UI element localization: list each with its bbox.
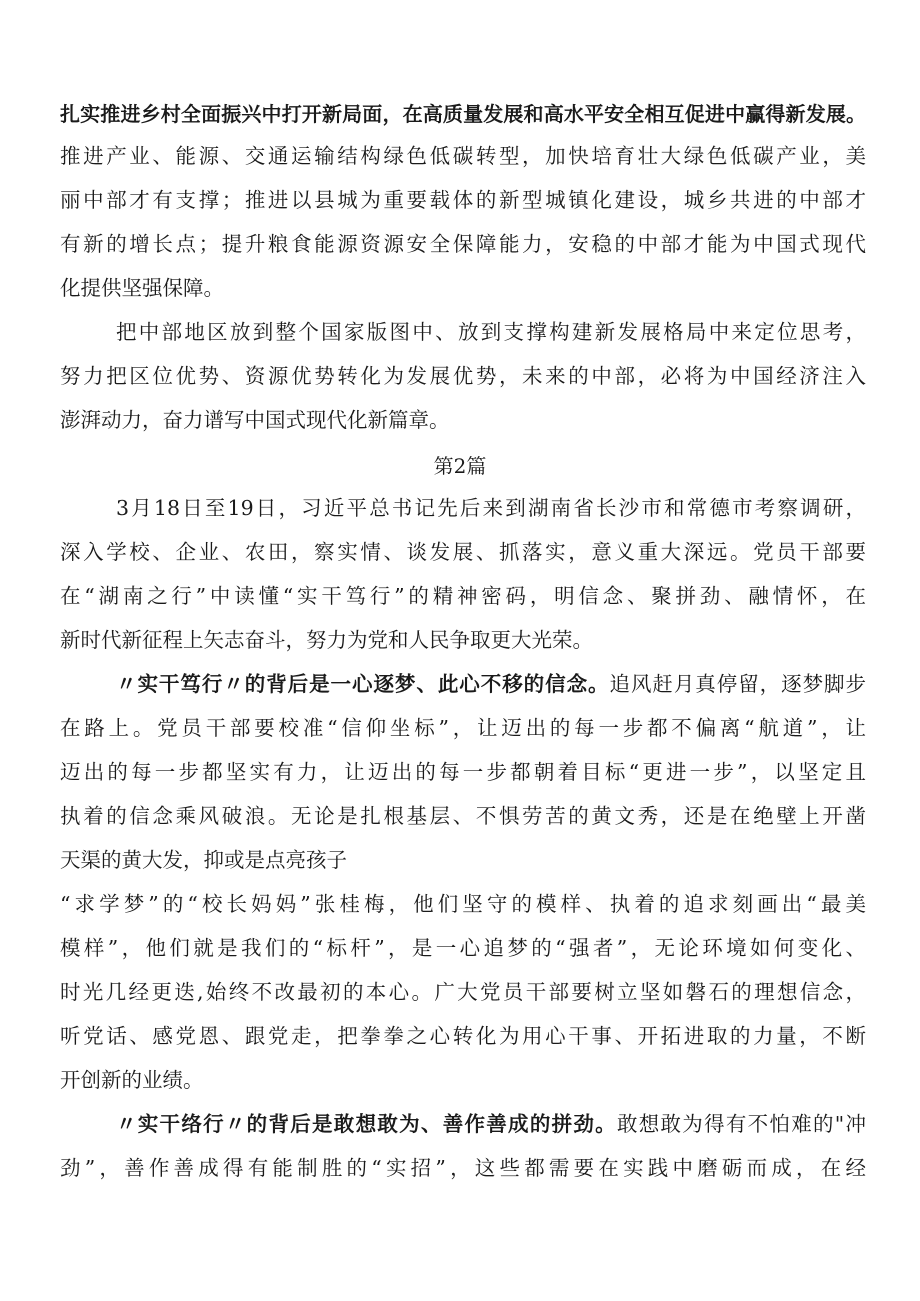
text-line: 有新的增长点；提升粮食能源资源安全保障能力，安稳的中部才能为中国式现代 <box>60 232 866 256</box>
text-run: 敢想敢为得有不怕难的"冲 <box>616 1112 866 1136</box>
text-line: 澎湃动力，奋力谱写中国式现代化新篇章。 <box>60 408 450 432</box>
text-line: 迈出的每一步都坚实有力，让迈出的每一步都朝着目标“更进一步”，以坚定且 <box>60 760 866 784</box>
text-line: 开创新的业绩。 <box>60 1068 204 1092</box>
section-heading: 第2篇 <box>433 454 487 478</box>
text-line: 把中部地区放到整个国家版图中、放到支撑构建新发展格局中来定位思考， <box>116 320 866 344</box>
bold-lead: 〃实干笃行〃的背后是一心逐梦、此心不移的信念。 <box>116 672 610 696</box>
text-line: 在“湖南之行”中读懂“实干笃行”的精神密码，明信念、聚拼劲、融情怀，在 <box>60 584 866 608</box>
text-line <box>116 670 866 698</box>
text-line: 时光几经更迭,始终不改最初的本心。广大党员干部要树立坚如磐石的理想信念， <box>60 980 866 1004</box>
text-line: 新时代新征程上矢志奋斗，努力为党和人民争取更大光荣。 <box>60 628 593 652</box>
text-line: 推进产业、能源、交通运输结构绿色低碳转型，加快培育壮大绿色低碳产业，美 <box>60 144 866 168</box>
text-line: 天渠的黄大发，抑或是点亮孩子 <box>60 848 347 872</box>
text-run: 追风赶月真停留，逐梦脚步 <box>609 672 866 696</box>
bold-lead: 〃实干络行〃的背后是敢想敢为、善作善成的拼劲。 <box>116 1112 617 1136</box>
text-line: 扎实推进乡村全面振兴中打开新局面，在高质量发展和高水平安全相互促进中赢得新发展。 <box>60 102 866 126</box>
text-line <box>116 1110 866 1138</box>
text-line: 劲”，善作善成得有能制胜的“实招”，这些都需要在实践中磨砺而成，在经 <box>60 1156 866 1180</box>
text-line: 在路上。党员干部要校准“信仰坐标”，让迈出的每一步都不偏离“航道”，让 <box>60 716 866 740</box>
text-line: 化提供坚强保障。 <box>60 276 224 300</box>
text-line: 丽中部才有支撑；推进以县城为重要载体的新型城镇化建设，城乡共进的中部才 <box>60 188 866 212</box>
text-line: 深入学校、企业、农田，察实情、谈发展、抓落实，意义重大深远。党员干部要 <box>60 540 866 564</box>
text-line: 3月18日至19日，习近平总书记先后来到湖南省长沙市和常德市考察调研， <box>116 496 866 520</box>
text-line: 模样”，他们就是我们的“标杆”，是一心追梦的“强者”，无论环境如何变化、 <box>60 936 866 960</box>
text-line: 努力把区位优势、资源优势转化为发展优势，未来的中部，必将为中国经济注入 <box>60 364 866 388</box>
text-line: “求学梦”的“校长妈妈”张桂梅，他们坚守的模样、执着的追求刻画出“最美 <box>60 892 866 916</box>
text-line: 听党话、感党恩、跟党走，把拳拳之心转化为用心干事、开拓进取的力量，不断 <box>60 1024 866 1048</box>
text-line: 执着的信念乘风破浪。无论是扎根基层、不惧劳苦的黄文秀，还是在绝壁上开凿 <box>60 804 866 828</box>
